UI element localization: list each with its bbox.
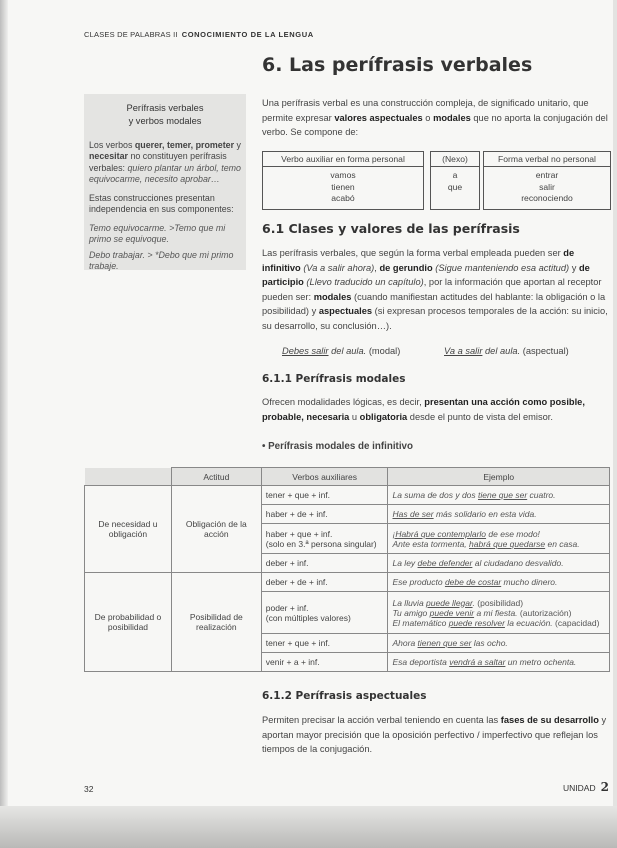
verb-cell: deber + de + inf. bbox=[261, 573, 388, 592]
nonpersonal-verb-box bbox=[483, 151, 611, 210]
example-cell: ¡Habrá que contemplarlo de ese modo! Ante esta tormenta, habrá que quedarse en casa. bbox=[388, 524, 610, 554]
nonpersonal-verb-item: reconociendo bbox=[521, 193, 573, 204]
section-6-1-paragraph: Las perífrasis verbales, que según la forma verbal empleada pueden ser de infinitivo (Va a salir ahora), de gerundio (Sigue manteniendo esa actitud) y de participio (Llevo traducido un capítulo), por la información que aportan al receptor pueden ser: modales (cuando manifiestan actitudes del hablante: la obligación o la posibilidad) y aspectuales (si expresan procesos temporales de la acción: su inicio, su desarrollo, su conclusión…). bbox=[262, 248, 608, 331]
actitud-posibilidad: Posibilidad de realización bbox=[171, 573, 261, 672]
verb-cell: poder + inf. (con múltiples valores) bbox=[261, 592, 388, 634]
group-probabilidad: De probabilidad o posibilidad bbox=[85, 573, 172, 672]
example-cell: Ese producto debe de costar mucho dinero. bbox=[388, 573, 610, 592]
example-cell: La ley debe defender al ciudadano desvalido. bbox=[388, 554, 610, 573]
nexo-box bbox=[430, 151, 480, 210]
table-row bbox=[85, 573, 610, 592]
nexo-item: a bbox=[452, 170, 458, 180]
section-heading-6-1: 6.1 Clases y valores de las perífrasis bbox=[262, 221, 520, 236]
example-cell: La suma de dos y dos tiene que ser cuatro. bbox=[388, 486, 610, 505]
sidebar-note bbox=[84, 94, 246, 270]
example-cell: Esa deportista vendrá a saltar un metro ochenta. bbox=[388, 653, 610, 672]
auxiliary-verb-box bbox=[262, 151, 424, 210]
header-verbos: Verbos auxiliares bbox=[261, 468, 388, 486]
scan-bottom-band bbox=[0, 806, 617, 848]
scan-right-edge bbox=[613, 0, 617, 848]
nonpersonal-verb-item: entrar bbox=[535, 170, 559, 180]
nexo-item: que bbox=[447, 181, 463, 192]
verb-cell: tener + que + inf. bbox=[261, 486, 388, 505]
modal-example: Debes salir del aula. (modal) bbox=[282, 346, 401, 356]
auxiliary-verb-item: vamos bbox=[330, 170, 356, 180]
sidebar-paragraph-1: Los verbos querer, temer, prometer y necesitar no constituyen perífrasis verbales: quiero plantar un árbol, temo equivocarme, necesito aprobar… bbox=[89, 140, 241, 185]
example-cell: La lluvia puede llegar. (posibilidad) Tu amigo puede venir a mi fiesta. (autorización) El matemático puede resolver la ecuación. (capacidad) bbox=[388, 592, 610, 634]
section-6-1-1-paragraph: Ofrecen modalidades lógicas, es decir, presentan una acción como posible, probable, necesaria u obligatoria desde el punto de vista del emisor. bbox=[262, 397, 585, 422]
sidebar-example-2: Debo trabajar. > *Debo que mi primo trabaje. bbox=[89, 250, 234, 272]
header-actitud: Actitud bbox=[171, 468, 261, 486]
verb-cell: deber + inf. bbox=[261, 554, 388, 573]
nonpersonal-verb-header: Forma verbal no personal bbox=[484, 152, 610, 167]
auxiliary-verb-header: Verbo auxiliar en forma personal bbox=[263, 152, 423, 167]
nonpersonal-verb-item: salir bbox=[539, 181, 555, 192]
section-heading-6-1-1: 6.1.1 Perífrasis modales bbox=[262, 373, 406, 385]
section-6-1-2-paragraph: Permiten precisar la acción verbal teniendo en cuenta las fases de su desarrollo y aportan mayor precisión que la oposición perfectivo / imperfectivo que reflejan los tiempos de la conjugación. bbox=[262, 715, 607, 755]
example-cell: Has de ser más solidario en esta vida. bbox=[388, 505, 610, 524]
scan-edge bbox=[0, 0, 8, 848]
running-header: CLASES DE PALABRAS II CONOCIMIENTO DE LA LENGUA bbox=[84, 30, 314, 39]
nexo-header: (Nexo) bbox=[431, 152, 479, 167]
header-ejemplo: Ejemplo bbox=[388, 468, 610, 486]
sidebar-title: Perífrasis verbales y verbos modales bbox=[126, 103, 204, 126]
actitud-obligacion: Obligación de la acción bbox=[171, 486, 261, 573]
verb-cell: venir + a + inf. bbox=[261, 653, 388, 672]
intro-paragraph: Una perífrasis verbal es una construcción compleja, de significado unitario, que permite expresar valores aspectuales o modales que no aporta la conjugación del verbo. Se compone de: bbox=[262, 98, 608, 138]
group-necesidad: De necesidad u obligación bbox=[85, 486, 172, 573]
auxiliary-verb-item: tienen bbox=[331, 181, 355, 192]
bullet-modal-infinitive: • Perífrasis modales de infinitivo bbox=[262, 441, 413, 452]
aspectual-example: Va a salir del aula. (aspectual) bbox=[444, 346, 569, 356]
auxiliary-verb-item: acabó bbox=[331, 193, 355, 204]
table-header-row bbox=[85, 468, 610, 486]
section-heading-6-1-2: 6.1.2 Perífrasis aspectuales bbox=[262, 690, 427, 702]
sidebar-paragraph-2: Estas construcciones presentan independencia en sus componentes: bbox=[89, 193, 234, 215]
verb-cell: tener + que + inf. bbox=[261, 634, 388, 653]
page-number: 32 bbox=[84, 784, 94, 794]
page-title: 6. Las perífrasis verbales bbox=[262, 54, 533, 76]
example-cell: Ahora tienen que ser las ocho. bbox=[388, 634, 610, 653]
verb-cell: haber + que + inf. (solo en 3.ª persona singular) bbox=[261, 524, 388, 554]
table-row bbox=[85, 486, 610, 505]
sidebar-example-1: Temo equivocarme. >Temo que mi primo se equivoque. bbox=[89, 223, 226, 245]
modal-periphrasis-table bbox=[84, 467, 610, 672]
verb-cell: haber + de + inf. bbox=[261, 505, 388, 524]
unit-label: UNIDAD 2 bbox=[563, 780, 609, 794]
